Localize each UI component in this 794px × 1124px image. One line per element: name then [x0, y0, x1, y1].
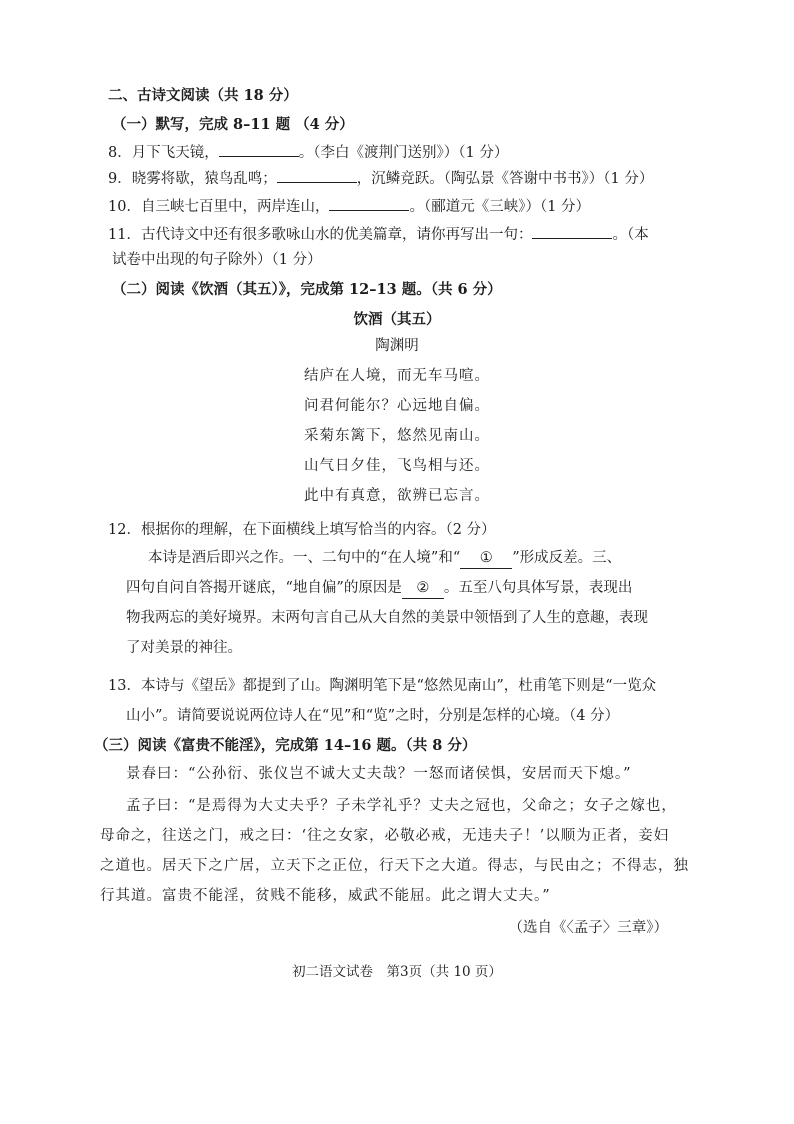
- q9-prefix: 9．晓雾将歇，猿鸟乱鸣；: [108, 171, 277, 187]
- q10-prefix: 10．自三峡七百里中，两岸连山，: [108, 199, 330, 215]
- poem-author: 陶渊明: [375, 338, 419, 354]
- question-12-line2: [126, 578, 632, 599]
- q12-blank-2[interactable]: ②: [402, 578, 444, 599]
- passage-paragraph-2-line3: 之道也。居天下之广居，立天下之正位，行天下之大道。得志，与民由之；不得志，独: [100, 858, 689, 874]
- q12-text: 本诗是酒后即兴之作。一、二句中的“在人境”和“: [148, 550, 461, 566]
- passage-paragraph-1: 景春曰：“公孙衍、张仪岂不诚大丈夫哉？一怒而诸侯惧，安居而天下熄。”: [126, 766, 632, 782]
- part2-heading: （二）阅读《饮酒（其五）》，完成第 12–13 题。（共 6 分）: [112, 281, 502, 298]
- question-13-line2: 山小”。请简要说说两位诗人在“见”和“览”之时，分别是怎样的心境。（4 分）: [126, 708, 620, 724]
- part3-heading: （三）阅读《富贵不能淫》，完成第 14–16 题。（共 8 分）: [94, 737, 477, 754]
- question-9: [108, 168, 653, 189]
- question-12-stem: 12．根据你的理解，在下面横线上填写恰当的内容。（2 分）: [108, 522, 496, 538]
- q11-answer-blank[interactable]: [532, 224, 612, 239]
- page-footer: 初二语文试卷 第3页（共 10 页）: [292, 964, 502, 980]
- q9-answer-blank[interactable]: [277, 168, 357, 183]
- poem-title: 饮酒（其五）: [353, 311, 441, 328]
- passage-paragraph-2-line1: 孟子曰：“是焉得为大丈夫乎？子未学礼乎？丈夫之冠也，父命之；女子之嫁也，: [126, 798, 677, 814]
- q8-answer-blank[interactable]: [219, 142, 299, 157]
- q12-blank-1[interactable]: ①: [460, 548, 512, 569]
- question-12-line4: 了对美景的神往。: [126, 640, 242, 656]
- q8-prefix: 8．月下飞天镜，: [108, 145, 219, 161]
- q11-prefix: 11．古代诗文中还有很多歌咏山水的优美篇章，请你再写出一句：: [108, 227, 533, 243]
- passage-paragraph-2-line2: 母命之，往送之门，戒之曰：‘往之女家，必敬必戒，无违夫子！’以顺为正者，妾妇: [100, 828, 670, 844]
- poem-line: 此中有真意，欲辨已忘言。: [304, 488, 490, 504]
- question-10: [108, 196, 590, 217]
- poem-line: 结庐在人境，而无车马喧。: [304, 368, 490, 384]
- q9-suffix: ，沉鳞竞跃。（陶弘景《答谢中书书》）（1 分）: [356, 171, 654, 187]
- question-12-line1: [148, 548, 621, 569]
- question-11-line2: 试卷中出现的句子除外）（1 分）: [112, 252, 322, 268]
- poem-line: 山气日夕佳，飞鸟相与还。: [304, 458, 490, 474]
- question-12-line3: 物我两忘的美好境界。末两句言自己从大自然的美景中领悟到了人生的意趣，表现: [126, 610, 648, 626]
- passage-paragraph-2-line4: 行其道。富贵不能淫，贫贱不能移，威武不能屈。此之谓大丈夫。”: [100, 888, 551, 904]
- poem-line: 问君何能尔？心远地自偏。: [304, 398, 490, 414]
- question-11: [108, 224, 649, 245]
- q11-suffix: 。（本: [612, 227, 649, 243]
- section-heading: 二、古诗文阅读（共 18 分）: [108, 87, 298, 104]
- question-8: [108, 142, 508, 163]
- q8-suffix: 。（李白《渡荆门送别》）（1 分）: [298, 145, 509, 161]
- q12-text: ”形成反差。三、: [512, 550, 622, 566]
- q12-text: 四句自问自答揭开谜底，“地自偏”的原因是: [126, 580, 402, 596]
- q10-answer-blank[interactable]: [329, 196, 409, 211]
- q12-text: 。五至八句具体写景，表现出: [443, 580, 633, 596]
- q10-suffix: 。（郦道元《三峡》）（1 分）: [409, 199, 591, 215]
- question-13-line1: 13．本诗与《望岳》都提到了山。陶渊明笔下是“悠然见南山”，杜甫笔下则是“一览众: [108, 678, 657, 694]
- part1-heading: （一）默写，完成 8–11 题 （4 分）: [112, 116, 354, 133]
- poem-line: 采菊东篱下，悠然见南山。: [304, 428, 490, 444]
- passage-source: （选自《〈孟子〉三章》）: [508, 920, 668, 936]
